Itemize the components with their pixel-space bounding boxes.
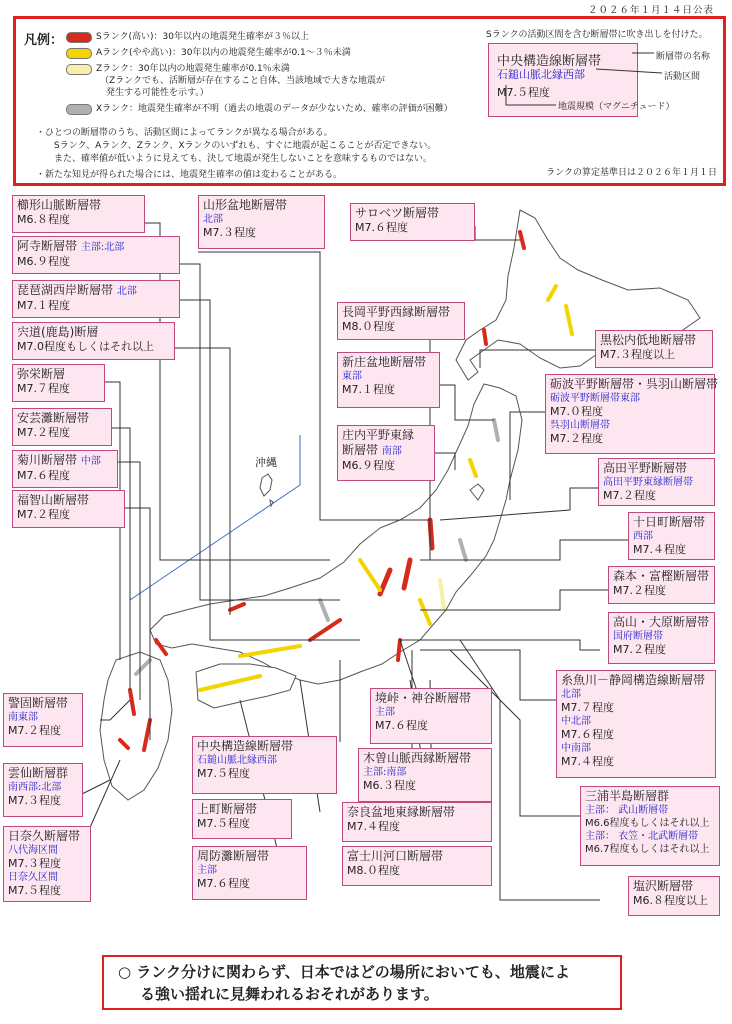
fault-magnitude: M7.３程度以上 [600, 348, 675, 361]
fault-callout-kisosanmyaku[interactable] [358, 748, 492, 802]
okinawa-label: 沖縄 [255, 456, 277, 469]
fault-name: 上町断層帯 [197, 802, 258, 816]
fault-magnitude: M7.２程度 [17, 508, 70, 521]
okinawa-islands [260, 474, 273, 506]
fault-magnitude: M7.７程度 [17, 382, 70, 395]
fault-section: 南東部 [8, 712, 38, 723]
fault-magnitude: M7.５程度 [197, 817, 250, 830]
fault-name: 十日町断層帯 [633, 515, 706, 529]
fault-name: 庄内平野東縁 [342, 428, 415, 442]
fault-name: 富士川河口断層帯 [347, 849, 444, 863]
fault-section-2: 主部： 衣笠・北武断層帯 [585, 831, 699, 842]
fault-section: 砺波平野断層帯東部 [550, 393, 640, 404]
fault-magnitude: M8.０程度 [342, 320, 395, 333]
fault-magnitude: M7.４程度 [347, 820, 400, 833]
fault-magnitude: M6.９程度 [342, 459, 395, 472]
fault-name: 菊川断層帯 [17, 453, 78, 467]
fault-section: 北部 [561, 689, 581, 700]
fault-magnitude: M6.９程度 [17, 255, 70, 268]
fault-name: 森本・富樫断層帯 [613, 569, 710, 583]
example-label-name: 断層帯の名称 [656, 52, 711, 62]
fault-section: 八代海区間 [8, 845, 58, 856]
fault-callout-hinagu[interactable] [3, 826, 91, 902]
z-rank-note-2: 発生する可能性を示す。） [106, 88, 209, 98]
example-section: 石鎚山脈北縁西部 [497, 68, 585, 81]
fault-magnitude: M7.６程度 [17, 469, 70, 482]
fault-section: 主部:北部 [80, 242, 125, 253]
fault-callout-takayama[interactable] [608, 612, 715, 664]
fault-name: 黒松内低地断層帯 [600, 333, 697, 347]
fault-callout-kego[interactable] [3, 693, 83, 747]
example-label-section: 活動区間 [664, 72, 701, 82]
fault-section: 南部 [381, 446, 402, 457]
a-rank-label: Aランク(やや高い)：30年以内の地震発生確率が0.1～３％未満 [96, 48, 351, 58]
legend-title: 凡例： [24, 33, 64, 48]
fault-magnitude: M7.２程度 [613, 643, 666, 656]
z-rank-label: Zランク：30年以内の地震発生確率が0.1％未満 [96, 64, 290, 74]
fault-magnitude: M7.２程度 [8, 724, 61, 737]
fault-magnitude-3: M7.４程度 [561, 755, 614, 768]
fault-magnitude: M6.８程度以上 [633, 894, 708, 907]
footer-line-1: ○ ランク分けに関わらず、日本ではどの場所においても、地震によ [118, 963, 570, 981]
fault-name: 弥栄断層 [17, 367, 66, 381]
example-magnitude: M7.５程度 [497, 86, 550, 99]
fault-callout-uemachi[interactable] [192, 799, 292, 839]
fault-magnitude: M7.３程度 [8, 857, 61, 870]
fault-magnitude: M7.６程度 [355, 221, 408, 234]
z-rank-note-1: （Zランクでも、活断層が存在すること自体、当該地域で大きな地震が [100, 76, 385, 86]
fault-magnitude: M7.０程度 [550, 405, 603, 418]
fault-callout-morimoto[interactable] [608, 566, 715, 604]
fault-callout-kushigatayama[interactable] [12, 195, 145, 233]
fault-section: 西部 [633, 531, 653, 542]
fault-magnitude-2: M7.５程度 [8, 884, 61, 897]
fault-magnitude: M7.６程度 [375, 719, 428, 732]
fault-callout-shinjo[interactable] [337, 352, 440, 408]
fault-magnitude: M7.３程度 [203, 226, 256, 239]
fault-magnitude: M7.0程度もしくはそれ以上 [17, 340, 154, 353]
legend-note-1: ・ひとつの断層帯のうち、活動区間によってランクが異なる場合がある。 [36, 128, 333, 138]
fault-callout-fukuchiyama[interactable] [12, 490, 125, 528]
fault-callout-shiozawa[interactable] [628, 876, 720, 916]
x-rank-label: Xランク：地震発生確率が不明（過去の地震のデータが少ないため、確率の評価が困難） [96, 104, 453, 114]
fault-magnitude: M7.４程度 [633, 543, 686, 556]
fault-magnitude-2: M7.２程度 [550, 432, 603, 445]
fault-callout-miura[interactable] [580, 786, 720, 866]
fault-magnitude: M7.２程度 [613, 584, 666, 597]
fault-callout-kuromatsunai[interactable] [595, 330, 713, 368]
fault-section-2: 呉羽山断層帯 [550, 420, 610, 431]
fault-name: 阿寺断層帯 [17, 239, 78, 253]
fault-magnitude: M6.８程度 [17, 213, 70, 226]
fault-section-3: 中南部 [561, 743, 591, 754]
fault-name: 周防灘断層帯 [197, 849, 270, 863]
fault-section-2: 日奈久区間 [8, 872, 58, 883]
fault-callout-takada[interactable] [598, 458, 715, 506]
fault-name: 高山・大原断層帯 [613, 615, 710, 629]
fault-callout-suonada[interactable] [192, 846, 307, 900]
fault-name: 三浦半島断層群 [585, 789, 670, 803]
legend-note-2: Sランク、Aランク、Zランク、Xランクのいずれも、すぐに地震が起こることが否定できない。 [54, 141, 437, 151]
example-header: Sランクの活動区間を含む断層帯に吹き出しを付けた。 [486, 30, 708, 40]
fault-magnitude-2: M7.６程度 [561, 728, 614, 741]
fault-callout-atera[interactable] [12, 236, 180, 274]
fault-section: 主部： 武山断層帯 [585, 805, 669, 816]
fault-name: 宍道(鹿島)断層 [17, 325, 99, 339]
fault-magnitude: M7.１程度 [17, 299, 70, 312]
fault-name: 警固断層帯 [8, 696, 69, 710]
fault-callout-nagaoka[interactable] [337, 302, 465, 340]
fault-name: 砺波平野断層帯・呉羽山断層帯 [550, 377, 719, 391]
fault-section: 北部 [116, 286, 137, 297]
fault-section-2: 中北部 [561, 716, 591, 727]
fault-name: 糸魚川－静岡構造線断層帯 [561, 673, 706, 687]
fault-name: 中央構造線断層帯 [197, 739, 294, 753]
fault-callout-itoigawa[interactable] [556, 670, 716, 778]
fault-callout-akinada[interactable] [12, 408, 112, 446]
fault-magnitude: M6.３程度 [363, 779, 416, 792]
fault-name: 高田平野断層帯 [603, 461, 688, 475]
fault-name: 木曽山脈西縁断層帯 [363, 751, 472, 765]
fault-callout-median-tectonic[interactable] [192, 736, 337, 794]
fault-section: 石鎚山脈北縁西部 [197, 755, 277, 766]
fault-name: サロベツ断層帯 [355, 206, 440, 220]
fault-callout-sarobetsu[interactable] [350, 203, 475, 241]
fault-magnitude: M7.３程度 [8, 794, 61, 807]
fault-name: 日奈久断層帯 [8, 829, 81, 843]
fault-magnitude: M6.6程度もしくはそれ以上 [585, 818, 710, 829]
fault-magnitude: M7.２程度 [17, 426, 70, 439]
fault-name: 境峠・神谷断層帯 [375, 691, 472, 705]
example-label-mag: 地震規模（マグニチュード） [558, 102, 675, 112]
footer-line-2: る強い揺れに見舞われるおそれがあります。 [140, 985, 439, 1003]
fault-section: 国府断層帯 [613, 631, 663, 642]
fault-callout-yamagata[interactable] [198, 195, 325, 249]
fault-magnitude: M7.１程度 [342, 383, 395, 396]
fault-name: 山形盆地断層帯 [203, 198, 288, 212]
fault-name: 新庄盆地断層帯 [342, 355, 427, 369]
legend-note-4: ・新たな知見が得られた場合には、地震発生確率の値は変わることがある。 [36, 170, 343, 180]
fault-callout-biwako[interactable] [12, 280, 180, 318]
fault-name: 櫛形山脈断層帯 [17, 198, 102, 212]
fault-magnitude: M7.２程度 [603, 489, 656, 502]
fault-magnitude-2: M6.7程度もしくはそれ以上 [585, 844, 710, 855]
fault-section: 東部 [342, 371, 362, 382]
fault-section: 主部 [197, 865, 217, 876]
fault-magnitude: M7.５程度 [197, 767, 250, 780]
fault-name: 奈良盆地東縁断層帯 [347, 805, 456, 819]
legend-note-3: また、確率値が低いように見えても、決して地震が発生しないことを意味するものではない。 [54, 154, 433, 164]
s-rank-label: Sランク(高い)：30年以内の地震発生確率が３％以上 [96, 32, 310, 42]
fault-section: 高田平野東縁断層帯 [603, 477, 693, 488]
fault-callout-yasaka[interactable] [12, 364, 105, 402]
fault-callout-shinji[interactable] [12, 322, 175, 360]
fault-name: 琵琶湖西岸断層帯 [17, 283, 114, 297]
fault-section: 主部 [375, 707, 395, 718]
publication-date: ２０２６年１月１４日公表 [587, 5, 714, 16]
footer-message [102, 955, 622, 1010]
fault-section: 中部 [80, 456, 101, 467]
fault-magnitude: M7.７程度 [561, 701, 614, 714]
fault-name: 長岡平野西縁断層帯 [342, 305, 451, 319]
fault-callout-tonami[interactable] [545, 374, 719, 454]
fault-name: 塩沢断層帯 [633, 879, 694, 893]
fault-callout-kikugawa[interactable] [12, 450, 118, 488]
fault-name: 福智山断層帯 [17, 493, 90, 507]
fault-section: 北部 [203, 214, 223, 225]
fault-name: 雲仙断層群 [8, 766, 69, 780]
example-fault-name: 中央構造線断層帯 [497, 54, 602, 69]
fault-callout-shonai[interactable] [337, 425, 435, 481]
rank-standard-date: ランクの算定基準日は２０２６年１月１日 [546, 168, 717, 178]
fault-section: 主部:南部 [363, 767, 407, 778]
fault-callout-sakaitoge[interactable] [370, 688, 492, 744]
fault-callout-unzen[interactable] [3, 763, 83, 817]
fault-name: 安芸灘断層帯 [17, 411, 90, 425]
honshu-outline [150, 384, 522, 684]
fault-magnitude: M7.６程度 [197, 877, 250, 890]
fault-callout-narabonchi[interactable] [342, 802, 492, 842]
fault-section: 南西部:北部 [8, 782, 62, 793]
fault-callout-tokamachi[interactable] [628, 512, 715, 560]
fault-name-2: 断層帯 [342, 443, 379, 457]
fault-magnitude: M8.０程度 [347, 864, 400, 877]
fault-callout-fujikawa[interactable] [342, 846, 492, 886]
